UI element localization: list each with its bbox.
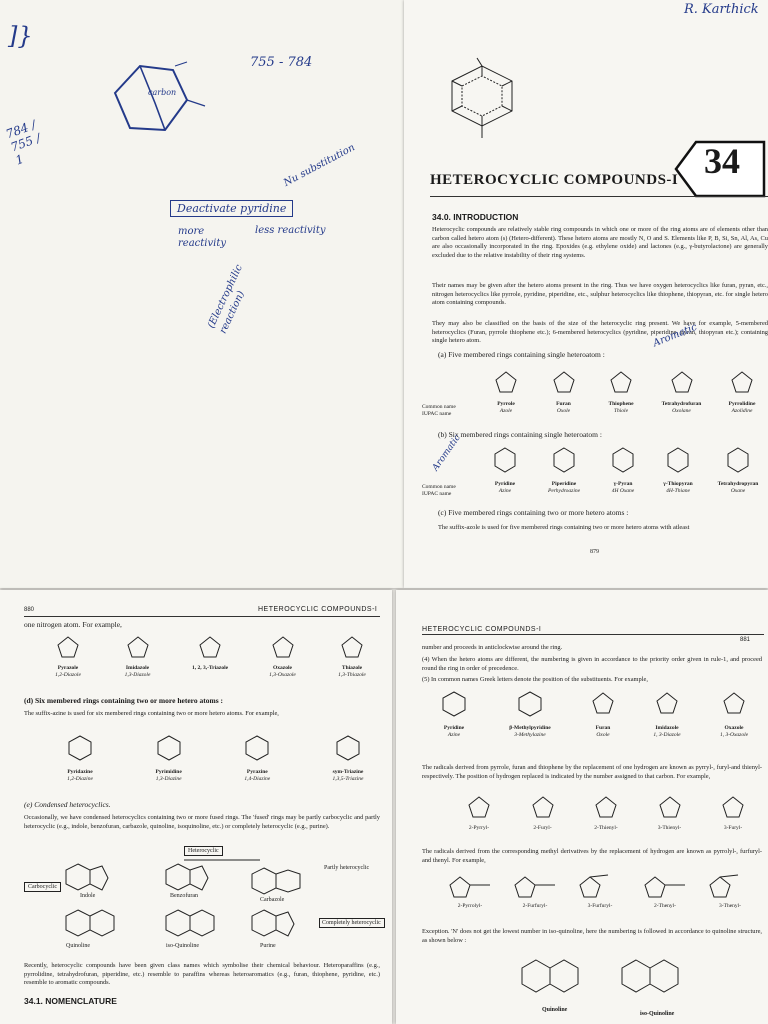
piperidine-structure	[552, 446, 576, 478]
iupac-name-label-b: IUPAC name	[422, 491, 452, 497]
pyrrole-structure	[494, 368, 518, 398]
subheading-d: (d) Six membered rings containing two or more hetero atoms :	[24, 696, 224, 705]
3-furyl-label: 3-Furyl-	[723, 825, 743, 831]
piperidine-iupac: Perhydroazine	[547, 488, 581, 494]
2-pyrryl-structure	[467, 794, 491, 822]
indole-label: Indole	[80, 893, 96, 899]
paragraph-methyl: The radicals derived from the corresponding methyl derivatives by the replacement of hydrogen are known as pyrrolyl-, furfuryl- and thenyl. For example,	[422, 848, 762, 864]
2-pyrrolyl-label: 2-Pyrrolyl-	[457, 903, 483, 909]
pyridine-881-iupac: Azine	[447, 732, 461, 738]
deactivate-box: Deactivate pyridine	[170, 200, 293, 217]
pyrrolidine-iupac: Azolidine	[731, 408, 753, 414]
page-881	[396, 590, 768, 1024]
3-thenyl-structure	[708, 874, 752, 900]
triazole-name: 1, 2, 3,-Triazole	[191, 665, 229, 671]
molecule-tetrahydropyran	[708, 446, 768, 495]
aromatic-note-1: Aromatic	[651, 321, 699, 350]
methyl-3-thenyl	[702, 874, 758, 910]
page-number-881: 881	[740, 637, 751, 643]
molecule-pyrrole	[480, 368, 532, 415]
thiazole-iupac: 1,3-Thiazole	[338, 672, 366, 678]
2-furyl-structure	[531, 794, 555, 822]
paragraph-e: Occasionally, we have condensed heterocyclics containing two or more fused rings. The 'fused' rings may be partly carbocyclic and partly heterocyclic (e.g., indole, benzofuran, carbazole, quinoline, isoquinoline, etc.) or completely heterocyclic (e.g., purine).	[24, 814, 380, 830]
paragraph-radicals: The radicals derived from pyrrole, furan and thiophene by the replacement of one hydrogen are known as pyrryl-, furyl-and thienyl-respectively. The position of hydrogen replaced is indicated by the number assigned to that carbon. For example,	[422, 764, 762, 780]
nomenclature-heading: 34.1. NOMENCLATURE	[24, 996, 117, 1006]
molecule-methylpyridine	[493, 690, 567, 739]
2-thenyl-label: 2-Thenyl-	[654, 903, 676, 909]
pyrrole-name: Pyrrole	[497, 401, 515, 407]
pyrrolidine-structure	[730, 368, 754, 398]
thiazole-structure	[340, 634, 364, 662]
pyrimidine-name: Pyrimidine	[155, 769, 182, 775]
radical-row	[456, 794, 756, 832]
imidazole-881-name: Imidazole	[655, 725, 679, 731]
oxazole-881-iupac: 1, 3-Oxazole	[719, 732, 749, 738]
furan-881-iupac: Oxole	[596, 732, 610, 738]
thiazole-name: Thiazole	[341, 665, 363, 671]
pyridazine-name: Pyridazine	[67, 769, 93, 775]
molecule-tetrahydrofuran	[653, 368, 711, 415]
tetrahydrofuran-name: Tetrahydrofuran	[661, 401, 702, 407]
head-rule-880	[24, 616, 380, 617]
pyrazine-name: Pyrazine	[246, 769, 268, 775]
iupac-name-label: IUPAC name	[422, 411, 452, 417]
cage-molecule-figure	[432, 56, 532, 146]
radical-2-pyrryl	[456, 794, 502, 832]
imidazole-881-iupac: 1, 3-Diazole	[653, 732, 681, 738]
oxazole-name: Oxazole	[273, 665, 292, 671]
furan-name: Furan	[556, 401, 571, 407]
row-b-labels	[422, 484, 478, 498]
molecule-pyridine	[480, 446, 530, 495]
azole-row	[40, 634, 380, 679]
furan-structure	[552, 368, 576, 398]
2-furfuryl-structure	[513, 874, 557, 900]
3-furfuryl-structure	[578, 874, 622, 900]
intro-paragraph-3: They may also be classified on the basis of the size of the heterocyclic ring present. We have for example, 5-membered heterocyclics (Furan, pyrrole thiophene etc.); 6-membered heterocyclics (pyridine, piperidine, pyran, thiopyran etc.); containing single hetero atom.	[432, 320, 768, 345]
pyridazine-iupac: 1,2-Diazine	[67, 776, 93, 782]
triazine-name: sym-Triazine	[332, 769, 364, 775]
triazine-structure	[335, 734, 361, 766]
thiopyran-iupac: 4H-Thiane	[666, 488, 690, 494]
tetrahydrofuran-structure	[670, 368, 694, 398]
fused-rings-figure	[24, 846, 380, 956]
pyran-name: γ-Pyran	[613, 481, 633, 487]
pyran-iupac: 4H Oxane	[611, 488, 635, 494]
paragraph-d: The suffix-azine is used for six membered rings containing two or more hetero atoms. For example,	[24, 710, 279, 717]
oxazole-881-structure	[721, 690, 747, 722]
methyl-2-furfuryl	[507, 874, 563, 910]
thiopyran-name: γ-Thiopyran	[663, 481, 693, 487]
page-number-879: 879	[590, 549, 599, 555]
electrophilic-note: (Electrophilic reaction)	[205, 263, 248, 336]
3-thienyl-label: 3-Thienyl-	[657, 825, 682, 831]
molecule-thiazole	[324, 634, 380, 679]
purine-label: Purine	[260, 943, 276, 949]
chapter-title: HETEROCYCLIC COMPOUNDS-I	[430, 172, 679, 188]
line-anticlockwise: number and proceeds in anticlockwise around the ring.	[422, 644, 563, 651]
piperidine-name: Piperidine	[551, 481, 577, 487]
molecule-oxazole-881	[706, 690, 762, 739]
triazole-structure	[198, 634, 222, 662]
3-furfuryl-label: 3-Furfuryl-	[587, 903, 613, 909]
pyrazine-iupac: 1,4-Diazine	[244, 776, 271, 782]
molecule-furan	[538, 368, 590, 415]
title-rule	[430, 196, 768, 197]
molecule-furan-881	[578, 690, 628, 739]
methylpyridine-structure	[517, 690, 543, 722]
tetrahydrofuran-iupac: Oxolane	[672, 408, 691, 414]
pyrrole-iupac: Azole	[499, 408, 513, 414]
range-note: 755 - 784	[250, 55, 313, 70]
methyl-3-furfuryl	[572, 874, 628, 910]
quinoline-numbering-figure	[516, 952, 716, 1008]
2-furyl-label: 2-Furyl-	[533, 825, 552, 831]
pyran-structure	[611, 446, 635, 478]
imidazole-structure	[126, 634, 150, 662]
2-thienyl-structure	[594, 794, 618, 822]
molecule-pyridine-881	[426, 690, 482, 739]
aromatic-note-2: Aromatic	[430, 433, 463, 473]
2-furfuryl-label: 2-Furfuryl-	[522, 903, 548, 909]
carbazole-label: Carbazole	[260, 897, 285, 903]
methyl-2-thenyl	[637, 874, 693, 910]
side-numbers: 784 / 755 / 1	[4, 117, 43, 168]
notes-page	[0, 0, 404, 588]
pyridine-iupac: Azine	[498, 488, 512, 494]
bicyclic-sketch	[95, 48, 245, 148]
2-pyrrolyl-structure	[448, 874, 492, 900]
pyrimidine-iupac: 1,3-Diazine	[155, 776, 182, 782]
molecule-thiopyran	[653, 446, 703, 495]
fused-ring-structures	[64, 858, 324, 948]
molecule-pyrazine	[227, 734, 287, 783]
molecule-pyrrolidine	[716, 368, 768, 415]
imidazole-name: Imidazole	[125, 665, 150, 671]
rule-5: (5) In common names Greek letters denote the position of the substituents. For example,	[422, 676, 648, 683]
row-b-molecules	[480, 446, 768, 495]
2-thienyl-label: 2-Thienyl-	[594, 825, 618, 831]
thiophene-name: Thiophene	[608, 401, 634, 407]
tetrahydropyran-iupac: Oxane	[730, 488, 746, 494]
benzofuran-label: Benzofuran	[170, 893, 198, 899]
radical-2-furyl	[520, 794, 566, 832]
pyridine-name: Pyridine	[494, 481, 516, 487]
methyl-2-pyrrolyl	[442, 874, 498, 910]
radical-2-thienyl	[583, 794, 629, 832]
tetrahydropyran-structure	[726, 446, 750, 478]
section-heading: 34.0. INTRODUCTION	[432, 212, 519, 222]
subheading-a: (a) Five membered rings containing single heteroatom :	[438, 350, 605, 359]
furan-iupac: Oxole	[556, 408, 571, 414]
tetrahydropyran-name: Tetrahydropyran	[717, 481, 759, 487]
pyrimidine-structure	[156, 734, 182, 766]
isoquinoline-label: iso-Quinoline	[166, 943, 199, 949]
common-name-label: Common name	[422, 404, 456, 410]
isoquinoline-bottom-label: iso-Quinoline	[640, 1011, 675, 1017]
molecule-pyridazine	[50, 734, 110, 783]
thiophene-iupac: Thiole	[613, 408, 629, 414]
molecule-triazole	[179, 634, 241, 679]
subheading-c: (c) Five membered rings containing two or more hetero atoms :	[438, 508, 629, 517]
nu-note: Nu substitution	[282, 142, 357, 189]
partly-tag: Partly heterocyclic	[324, 865, 370, 871]
molecule-imidazole-881	[639, 690, 695, 739]
3-furyl-structure	[721, 794, 745, 822]
pyrazole-structure	[56, 634, 80, 662]
common-name-label-b: Common name	[422, 484, 456, 490]
carbocyclic-tag: Carbocyclic	[24, 882, 61, 892]
subheading-e: (e) Condensed heterocyclics.	[24, 800, 111, 809]
oxazole-881-name: Oxazole	[724, 725, 744, 731]
triazine-iupac: 1,3,5-Triazine	[332, 776, 364, 782]
bracket-mark: ]}	[8, 22, 33, 50]
page-879	[404, 0, 768, 588]
molecule-pyran	[598, 446, 648, 495]
oxazole-structure	[271, 634, 295, 662]
chapter-number: 34	[704, 141, 740, 181]
methylpyridine-name: β-Methylpyridine	[509, 725, 551, 731]
author-signature: R. Karthick	[684, 2, 759, 17]
methylpyridine-iupac: 3-Methylazine	[514, 732, 546, 738]
paragraph-c: The suffix-azole is used for five membered rings containing two or more hetero atoms with atleast	[438, 524, 690, 531]
pyrazole-iupac: 1,2-Diazole	[55, 672, 81, 678]
radical-3-thienyl	[647, 794, 693, 832]
2-pyrryl-label: 2-Pyrryl-	[468, 825, 490, 831]
2-thenyl-structure	[643, 874, 687, 900]
pyrazine-structure	[244, 734, 270, 766]
intro-paragraph-1: Heterocyclic compounds are relatively stable ring compounds in which one or more of the ring atoms are of elements other than carbon called hetero atom (s) (Hetero-different). These hetero atoms are mostly N, O and S. Elements like P, B, Si, Sn, Al, As, Cu are also occasionally incorporated in the ring. Epoxides (e.g. ethylene oxide) and lactones (e.g., γ-butyrolactone) are generally excluded due to the relative instability of their ring systems.	[432, 226, 768, 259]
ring-label: carbon	[148, 88, 177, 97]
molecule-imidazole	[110, 634, 166, 679]
molecule-piperidine	[535, 446, 593, 495]
thiophene-structure	[609, 368, 633, 398]
furan-881-name: Furan	[595, 725, 611, 731]
greek-letter-row	[426, 690, 762, 739]
molecule-triazine	[316, 734, 380, 783]
azine-row	[50, 734, 380, 783]
oxazole-iupac: 1,3-Oxazole	[269, 672, 296, 678]
molecule-oxazole	[255, 634, 311, 679]
molecule-pyrazole	[40, 634, 96, 679]
completely-tag: Completely heterocyclic	[319, 918, 385, 928]
imidazole-881-structure	[654, 690, 680, 722]
pyrazole-name: Pyrazole	[57, 665, 79, 671]
running-head-880: HETEROCYCLIC COMPOUNDS-I	[258, 606, 378, 613]
intro-line-880: one nitrogen atom. For example,	[24, 620, 122, 629]
row-a-molecules	[480, 368, 768, 415]
3-thienyl-structure	[658, 794, 682, 822]
imidazole-iupac: 1,3-Diazole	[124, 672, 151, 678]
more-note: more reactivity	[178, 226, 226, 249]
3-thenyl-label: 3-Thenyl-	[719, 903, 741, 909]
quinoline-label: Quinoline	[66, 943, 90, 949]
intro-paragraph-2: Their names may be given after the hetero atoms present in the ring. Thus we have oxygen heterocyclics like furan, pyran, etc., nitrogen heterocyclics like pyrrole, pyridine, piperidine, etc., sulphur heterocyclics like thiophene, thiopyran, etc. for single hetero atom containing compounds.	[432, 282, 768, 307]
quinoline-bottom-label: Quinoline	[542, 1007, 568, 1013]
less-note: less reactivity	[255, 225, 326, 236]
pyridine-881-structure	[441, 690, 467, 722]
heterocyclic-tag: Heterocyclic	[184, 846, 223, 856]
paragraph-exception: Exception. 'N' does not get the lowest number in iso-quinoline, here the numbering is followed in accordance to quinoline structure, as shown below :	[422, 928, 762, 944]
molecule-thiophene	[595, 368, 647, 415]
thiopyran-structure	[666, 446, 690, 478]
running-head-881: HETEROCYCLIC COMPOUNDS-I	[422, 626, 542, 633]
page-880	[0, 590, 392, 1024]
pyrrolidine-name: Pyrrolidine	[728, 401, 756, 407]
furan-881-structure	[590, 690, 616, 722]
paragraph-f: Recently, heterocyclic compounds have been given class names which symbolise their chemical behaviour. Heteroparaffins (e.g., pyrrolidine, tetrahydrofuran, piperidine, etc.) resemble to paraffins whereas heteroaromatics (e.g., furan, thiophene, pyridine, etc.) resemble to aromatic compounds.	[24, 962, 380, 987]
page-number-880: 880	[24, 607, 35, 613]
molecule-pyrimidine	[139, 734, 199, 783]
subheading-b: (b) Six membered rings containing single heteroatom :	[438, 430, 602, 439]
radical-3-furyl	[710, 794, 756, 832]
rule-4: (4) When the hetero atoms are different, the numbering is given in accordance to the priority order given in rule-1, and proceed round the ring in order of precedence.	[422, 656, 762, 672]
head-rule-881	[422, 634, 764, 635]
row-a-labels	[422, 404, 478, 418]
pyridine-881-name: Pyridine	[443, 725, 465, 731]
pyridazine-structure	[67, 734, 93, 766]
pyridine-structure	[493, 446, 517, 478]
methyl-row	[442, 874, 758, 910]
